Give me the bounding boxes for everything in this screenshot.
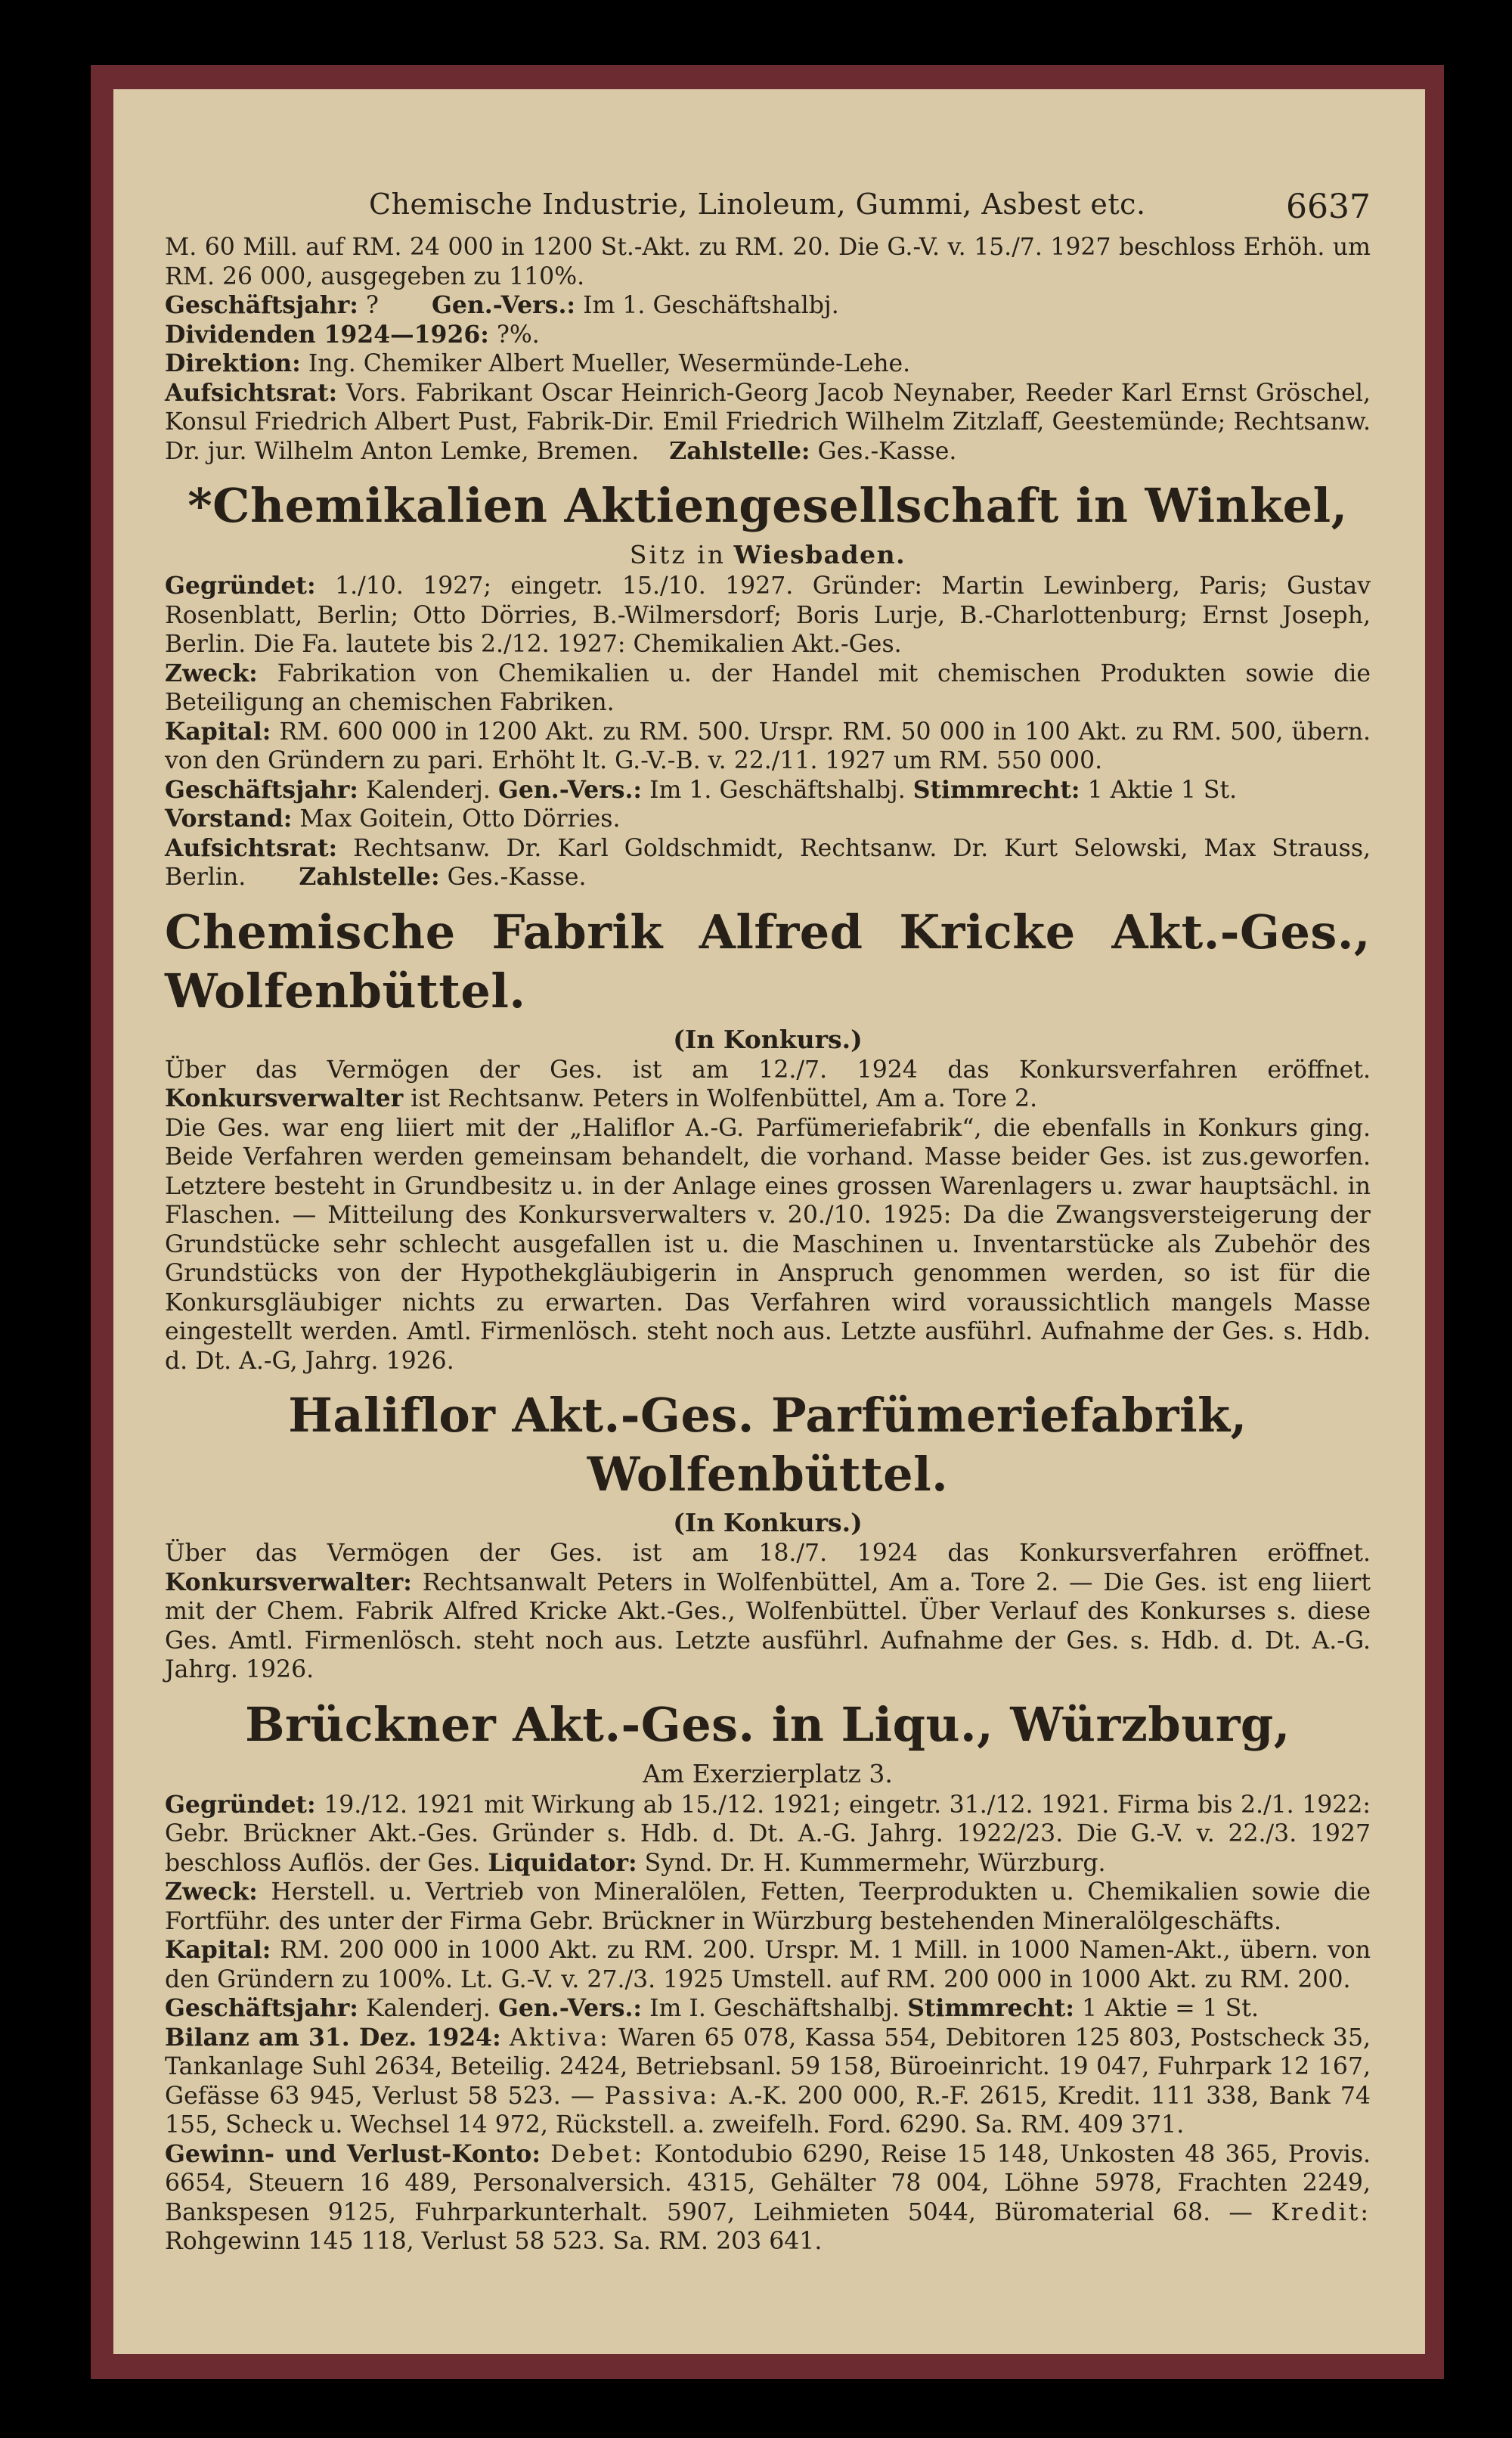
- entry-paragraph: Die Ges. war eng liiert mit der „Haliflor A.-G. Parfümeriefabrik“, die ebenfalls in Konkurs ging. Beide Verfahren werden gemeinsam behandelt, die vorhand. Masse beider Ges. ist zus.geworfen. Letztere besteht in Grundbesitz u. in der Anlage eines grossen Warenlagers u. zwar hauptsächl. in Flaschen. — Mitteilung des Konkursverwalters v. 20./10. 1925: Da die Zwangsversteigerung der Grundstücke sehr schlecht ausgefallen ist u. die Maschinen u. Inventarstücke als Zubehör des Grundstücks von der Hypothekgläubigerin in Anspruch genommen werden, so ist für die Konkursgläubiger nichts zu erwarten. Das Verfahren wird voraussichtlich mangels Masse eingestellt werden. Amtl. Firmenlösch. steht noch aus. Letzte ausführl. Aufnahme der Ges. s. Hdb. d. Dt. A.-G, Jahrg. 1926.: [165, 1114, 1371, 1375]
- entry-seat: Sitz in Wiesbaden.: [629, 540, 906, 569]
- entry-meta: Geschäftsjahr: Kalenderj. Gen.-Vers.: Im 1. Geschäftshalbj. Stimmrecht: 1 Aktie 1 St.: [165, 775, 1238, 804]
- entry-paragraph: Über das Vermögen der Ges. ist am 18./7. 1924 das Konkursverfahren eröffnet. Konkursverwalter: Rechtsanwalt Peters in Wolfenbüttel, Am a. Tore 2. — Die Ges. ist eng liiert mit der Chem. Fabrik Alfred Kricke Akt.-Ges., Wolfenbüttel. Über Verlauf des Konkurses s. diese Ges. Amtl. Firmenlösch. steht noch aus. Letzte ausführl. Aufnahme der Ges. s. Hdb. d. Dt. A.-G. Jahrg. 1926.: [165, 1540, 1371, 1683]
- entry-haliflor: [165, 1386, 1371, 1685]
- entry-kricke: [165, 903, 1371, 1376]
- entry-brueckner: [165, 1695, 1371, 2257]
- entry-status: (In Konkurs.): [673, 1024, 863, 1054]
- entry-address: Am Exerzierplatz 3.: [643, 1758, 893, 1788]
- entry-founded: Gegründet: 1./10. 1927; eingetr. 15./10. 1927. Gründer: Martin Lewinberg, Paris; Gustav Rosenblatt, Berlin; Otto Dörries, B.-Wilmersdorf; Boris Lurje, B.-Charlottenburg; Ernst Joseph, Berlin. Die Fa. lautete bis 2./12. 1927: Chemikalien Akt.-Ges.: [165, 572, 1371, 658]
- prev-entry-meta: Geschäftsjahr: ? Gen.-Vers.: Im 1. Geschäftshalbj.: [165, 291, 839, 319]
- page-number: 6637: [1286, 188, 1371, 226]
- prev-entry-aufsichtsrat: Aufsichtsrat: Vors. Fabrikant Oscar Heinrich-Georg Jacob Neynaber, Reeder Karl Ernst Gröschel, Konsul Friedrich Albert Pust, Fabrik-Dir. Emil Friedrich Wilhelm Zitzlaff, Geestemünde; Rechtsanw. Dr. jur. Wilhelm Anton Lemke, Bremen. Zahlstelle: Ges.-Kasse.: [165, 378, 1371, 465]
- prev-entry-dividends: Dividenden 1924—1926: ?%.: [165, 320, 540, 349]
- prev-entry-direktion: Direktion: Ing. Chemiker Albert Mueller, Wesermünde-Lehe.: [165, 349, 911, 377]
- entry-status: (In Konkurs.): [673, 1508, 863, 1537]
- entry-paragraph: Über das Vermögen der Ges. ist am 12./7. 1924 das Konkursverfahren eröffnet. Konkursverwalter ist Rechtsanw. Peters in Wolfenbüttel, Am a. Tore 2.: [165, 1056, 1371, 1112]
- entry-capital: Kapital: RM. 600 000 in 1200 Akt. zu RM. 500. Urspr. RM. 50 000 in 100 Akt. zu RM. 500, übern. von den Gründern zu pari. Erhöht lt. G.-V.-B. v. 22./11. 1927 um RM. 550 000.: [165, 717, 1371, 774]
- entry-founded: Gegründet: 19./12. 1921 mit Wirkung ab 15./12. 1921; eingetr. 31./12. 1921. Firma bis 2./1. 1922: Gebr. Brückner Akt.-Ges. Gründer s. Hdb. d. Dt. A.-G. Jahrg. 1922/23. Die G.-V. v. 22./3. 1927 beschloss Auflös. der Ges. Liquidator: Synd. Dr. H. Kummermehr, Würzburg.: [165, 1790, 1371, 1877]
- prev-entry: [165, 233, 1371, 466]
- entry-purpose: Zweck: Fabrikation von Chemikalien u. der Handel mit chemischen Produkten sowie die Beteiligung an chemischen Fabriken.: [165, 659, 1371, 716]
- entry-profit-loss: Gewinn- und Verlust-Konto: Debet: Kontodubio 6290, Reise 15 148, Unkosten 48 365, Provis. 6654, Steuern 16 489, Personalversich. 4315, Gehälter 78 004, Löhne 5978, Frachten 2249, Bankspesen 9125, Fuhrparkunterhalt. 5907, Leihmieten 5044, Büromaterial 68. — Kredit: Rohgewinn 145 118, Verlust 58 523. Sa. RM. 203 641.: [165, 2139, 1371, 2255]
- entry-title: Chemische Fabrik Alfred Kricke Akt.-Ges., Wolfenbüttel.: [165, 904, 1371, 1019]
- running-head-title: Chemische Industrie, Linoleum, Gummi, Asbest etc.: [369, 188, 1146, 221]
- book-page: [113, 89, 1425, 2354]
- running-head: [165, 188, 1371, 233]
- entry-title: *Chemikalien Aktiengesellschaft in Winkel,: [187, 478, 1348, 533]
- entry-purpose: Zweck: Herstell. u. Vertrieb von Mineralölen, Fetten, Teerprodukten u. Chemikalien sowie die Fortführ. des unter der Firma Gebr. Brückner in Würzburg bestehenden Mineralölgeschäfts.: [165, 1878, 1371, 1935]
- entry-capital: Kapital: RM. 200 000 in 1000 Akt. zu RM. 200. Urspr. M. 1 Mill. in 1000 Namen-Akt., übern. von den Gründern zu 100%. Lt. G.-V. v. 27./3. 1925 Umstell. auf RM. 200 000 in 1000 Akt. zu RM. 200.: [165, 1936, 1371, 1993]
- entry-title: Haliflor Akt.-Ges. Parfümeriefabrik, Wolfenbüttel.: [288, 1388, 1247, 1502]
- entry-chemikalien-winkel: [165, 476, 1371, 892]
- entry-board: Vorstand: Max Goitein, Otto Dörries.: [165, 805, 621, 833]
- entry-supervisory-board: Aufsichtsrat: Rechtsanw. Dr. Karl Goldschmidt, Rechtsanw. Dr. Kurt Selowski, Max Strauss, Berlin. Zahlstelle: Ges.-Kasse.: [165, 833, 1371, 891]
- entry-meta: Geschäftsjahr: Kalenderj. Gen.-Vers.: Im I. Geschäftshalbj. Stimmrecht: 1 Aktie = 1 St.: [165, 1994, 1259, 2022]
- entry-title: Brückner Akt.-Ges. in Liqu., Würzburg,: [245, 1696, 1290, 1752]
- prev-entry-capital: M. 60 Mill. auf RM. 24 000 in 1200 St.-Akt. zu RM. 20. Die G.-V. v. 15./7. 1927 beschloss Erhöh. um RM. 26 000, ausgegeben zu 110%.: [165, 234, 1371, 290]
- entry-balance-sheet: Bilanz am 31. Dez. 1924: Aktiva: Waren 65 078, Kassa 554, Debitoren 125 803, Postscheck 35, Tankanlage Suhl 2634, Beteilig. 2424, Betriebsanl. 59 158, Büroeinricht. 19 047, Fuhrpark 12 167, Gefässe 63 945, Verlust 58 523. — Passiva: A.-K. 200 000, R.-F. 2615, Kredit. 111 338, Bank 74 155, Scheck u. Wechsel 14 972, Rückstell. a. zweifelh. Ford. 6290. Sa. RM. 409 371.: [165, 2023, 1371, 2139]
